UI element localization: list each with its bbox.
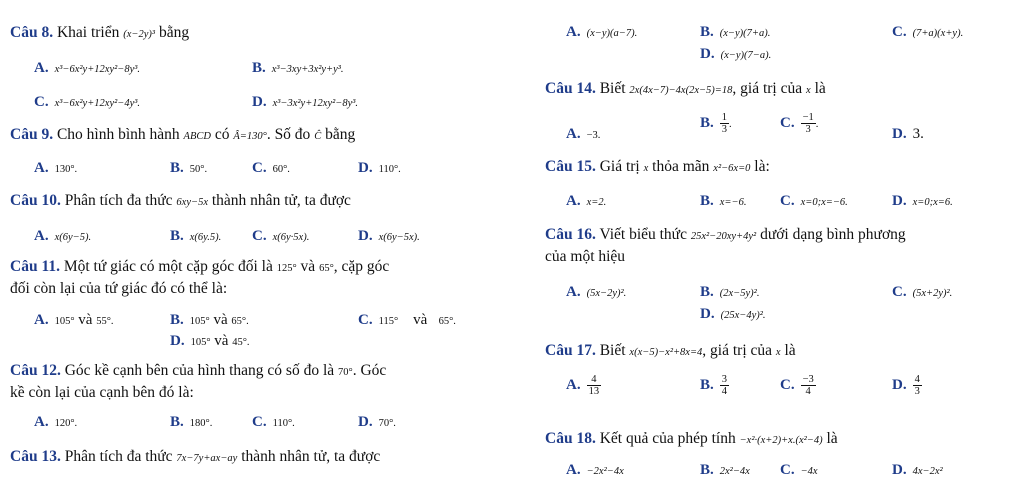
q17-option-d[interactable]: D. $\frac{4}{3}$ bbox=[892, 374, 920, 398]
question-13-expr: 7x−7y+ax−ay bbox=[176, 453, 238, 464]
question-8-text: Khai triển bbox=[56, 24, 120, 41]
question-11-angle-2: 65° bbox=[319, 263, 334, 274]
question-12-label: Câu 12. bbox=[10, 362, 61, 379]
question-14-label: Câu 14. bbox=[545, 80, 596, 97]
question-14 bbox=[545, 80, 826, 98]
question-9 bbox=[10, 126, 355, 144]
question-10 bbox=[10, 192, 351, 210]
question-9-condition: Â=130° bbox=[233, 131, 267, 142]
q18-option-b[interactable]: B. 2x²−4x bbox=[700, 462, 750, 478]
question-13-label: Câu 13. bbox=[10, 448, 61, 465]
question-13 bbox=[10, 448, 380, 466]
question-14-text: Biết bbox=[599, 80, 626, 97]
q11-option-b[interactable]: B. 105° và 65°. bbox=[170, 312, 249, 328]
q18-option-d[interactable]: D. 4x−2x² bbox=[892, 462, 943, 478]
q12-option-a[interactable]: A. 120°. bbox=[34, 414, 78, 430]
question-16-expr: 25x²−20xy+4y² bbox=[690, 231, 757, 242]
q10-option-a[interactable]: A. x(6y−5). bbox=[34, 228, 92, 244]
q18-option-c[interactable]: C. −4x bbox=[780, 462, 818, 478]
question-15-text-end: là: bbox=[754, 158, 770, 175]
q17-option-b[interactable]: B. $\frac{3}{4}$ bbox=[700, 374, 728, 398]
q15-option-d[interactable]: D. x=0;x=6. bbox=[892, 193, 953, 209]
q9-option-c[interactable]: C. 60°. bbox=[252, 160, 290, 176]
question-9-angle: Ĉ bbox=[314, 131, 322, 142]
question-17 bbox=[545, 342, 796, 360]
q13-option-d[interactable]: D. (x−y)(7−a). bbox=[700, 46, 772, 62]
q9-option-d[interactable]: D. 110°. bbox=[358, 160, 401, 176]
q14-option-d[interactable]: D. 3. bbox=[892, 126, 924, 142]
question-11-text-end: , cặp góc bbox=[333, 258, 390, 275]
question-13-text-end: thành nhân tử, ta được bbox=[241, 448, 381, 465]
question-9-shape: ABCD bbox=[183, 131, 211, 142]
question-8-label: Câu 8. bbox=[10, 24, 54, 41]
question-9-text: Cho hình bình hành bbox=[56, 126, 180, 143]
question-16-line-2: của một hiệu bbox=[545, 248, 626, 265]
question-15-text: Giá trị bbox=[599, 158, 640, 175]
q18-option-a[interactable]: A. −2x²−4x bbox=[566, 462, 624, 478]
q12-option-c[interactable]: C. 110°. bbox=[252, 414, 295, 430]
q10-option-d[interactable]: D. x(6y−5x). bbox=[358, 228, 420, 244]
question-11-and: và bbox=[300, 258, 316, 275]
q14-option-a[interactable]: A. −3. bbox=[566, 126, 601, 142]
q14-option-b[interactable]: B. $\frac{1}{3}$ . bbox=[700, 112, 732, 136]
question-12-text-end: . Góc bbox=[352, 362, 387, 379]
question-18-text-end: là bbox=[826, 430, 838, 447]
question-16 bbox=[545, 226, 906, 244]
question-12-text: Góc kề cạnh bên của hình thang có số đo là bbox=[64, 362, 335, 379]
question-10-expr: 6xy−5x bbox=[176, 197, 208, 208]
question-9-text-end: bằng bbox=[325, 126, 356, 143]
question-12-line-2: kề còn lại của cạnh bên đó là: bbox=[10, 384, 194, 401]
question-17-text-end: là bbox=[784, 342, 796, 359]
q12-option-b[interactable]: B. 180°. bbox=[170, 414, 213, 430]
q8-option-d[interactable]: D. x³−3x²y+12xy²−8y³. bbox=[252, 94, 359, 110]
question-17-var: x bbox=[775, 347, 781, 358]
question-14-expr: 2x(4x−7)−4x(2x−5)=18 bbox=[629, 85, 733, 96]
question-10-text-end: thành nhân tử, ta được bbox=[211, 192, 351, 209]
question-12-angle: 70° bbox=[338, 367, 353, 378]
question-9-label: Câu 9. bbox=[10, 126, 54, 143]
question-15-label: Câu 15. bbox=[545, 158, 596, 175]
q9-option-a[interactable]: A. 130°. bbox=[34, 160, 78, 176]
question-11-angle-1: 125° bbox=[276, 263, 297, 274]
question-15 bbox=[545, 158, 770, 176]
question-15-var: x bbox=[643, 163, 649, 174]
q8-option-b[interactable]: B. x³−3xy+3x²y+y³. bbox=[252, 60, 344, 76]
question-16-text-end: dưới dạng bình phương bbox=[760, 226, 906, 243]
question-9-text-2: . Số đo bbox=[266, 126, 311, 143]
q13-option-a[interactable]: A. (x−y)(a−7). bbox=[566, 24, 638, 40]
q9-option-b[interactable]: B. 50°. bbox=[170, 160, 208, 176]
question-12 bbox=[10, 362, 386, 380]
q16-option-b[interactable]: B. (2x−5y)². bbox=[700, 284, 760, 300]
q17-option-c[interactable]: C. $\frac{-3}{4}$ bbox=[780, 374, 814, 398]
q14-option-c[interactable]: C. $\frac{-1}{3}$ . bbox=[780, 112, 819, 136]
question-18 bbox=[545, 430, 838, 448]
question-15-expr: x²−6x=0 bbox=[713, 163, 751, 174]
q16-option-d[interactable]: D. (25x−4y)². bbox=[700, 306, 766, 322]
q11-option-c[interactable]: C. 115° và 65°. bbox=[358, 312, 456, 328]
q15-option-a[interactable]: A. x=2. bbox=[566, 193, 607, 209]
question-11-line-2: đối còn lại của tứ giác đó có thể là: bbox=[10, 280, 228, 297]
question-8-expr: (x−2y)³ bbox=[123, 29, 156, 40]
question-17-text-2: , giá trị của bbox=[702, 342, 773, 359]
question-8-text-end: bằng bbox=[158, 24, 190, 41]
q15-option-c[interactable]: C. x=0;x=−6. bbox=[780, 193, 848, 209]
question-17-text: Biết bbox=[599, 342, 626, 359]
question-13-text: Phân tích đa thức bbox=[64, 448, 173, 465]
question-11 bbox=[10, 258, 389, 276]
question-18-expr: −x²·(x+2)+x.(x²−4) bbox=[739, 435, 823, 446]
question-11-text: Một tứ giác có một cặp góc đối là bbox=[63, 258, 273, 275]
q16-option-a[interactable]: A. (5x−2y)². bbox=[566, 284, 627, 300]
question-14-text-end: là bbox=[814, 80, 826, 97]
question-8 bbox=[10, 24, 189, 42]
question-17-label: Câu 17. bbox=[545, 342, 596, 359]
question-18-label: Câu 18. bbox=[545, 430, 596, 447]
question-9-text-mid: có bbox=[214, 126, 230, 143]
question-16-text: Viết biểu thức bbox=[599, 226, 687, 243]
question-14-var: x bbox=[806, 85, 811, 96]
q17-option-a[interactable]: A. $\frac{4}{13}$ bbox=[566, 374, 600, 398]
question-10-label: Câu 10. bbox=[10, 192, 61, 209]
q8-option-a[interactable]: A. x³−6x²y+12xy²−8y³. bbox=[34, 60, 141, 76]
q11-option-a[interactable]: A. 105° và 55°. bbox=[34, 312, 114, 328]
question-17-expr: x(x−5)−x²+8x=4 bbox=[629, 347, 703, 358]
question-10-text: Phân tích đa thức bbox=[64, 192, 173, 209]
question-14-text-2: , giá trị của bbox=[732, 80, 803, 97]
q10-option-b[interactable]: B. x(6y.5). bbox=[170, 228, 222, 244]
q13-option-b[interactable]: B. (x−y)(7+a). bbox=[700, 24, 771, 40]
q13-option-c[interactable]: C. (7+a)(x+y). bbox=[892, 24, 964, 40]
q15-option-b[interactable]: B. x=−6. bbox=[700, 193, 747, 209]
question-18-text: Kết quả của phép tính bbox=[599, 430, 736, 447]
question-11-label: Câu 11. bbox=[10, 258, 60, 275]
q11-option-d[interactable]: D. 105° và 45°. bbox=[170, 333, 250, 349]
question-15-text-mid: thỏa mãn bbox=[652, 158, 710, 175]
q8-option-c[interactable]: C. x³−6x²y+12xy²−4y³. bbox=[34, 94, 141, 110]
question-16-label: Câu 16. bbox=[545, 226, 596, 243]
q16-option-c[interactable]: C. (5x+2y)². bbox=[892, 284, 953, 300]
q12-option-d[interactable]: D. 70°. bbox=[358, 414, 396, 430]
q10-option-c[interactable]: C. x(6y·5x). bbox=[252, 228, 310, 244]
